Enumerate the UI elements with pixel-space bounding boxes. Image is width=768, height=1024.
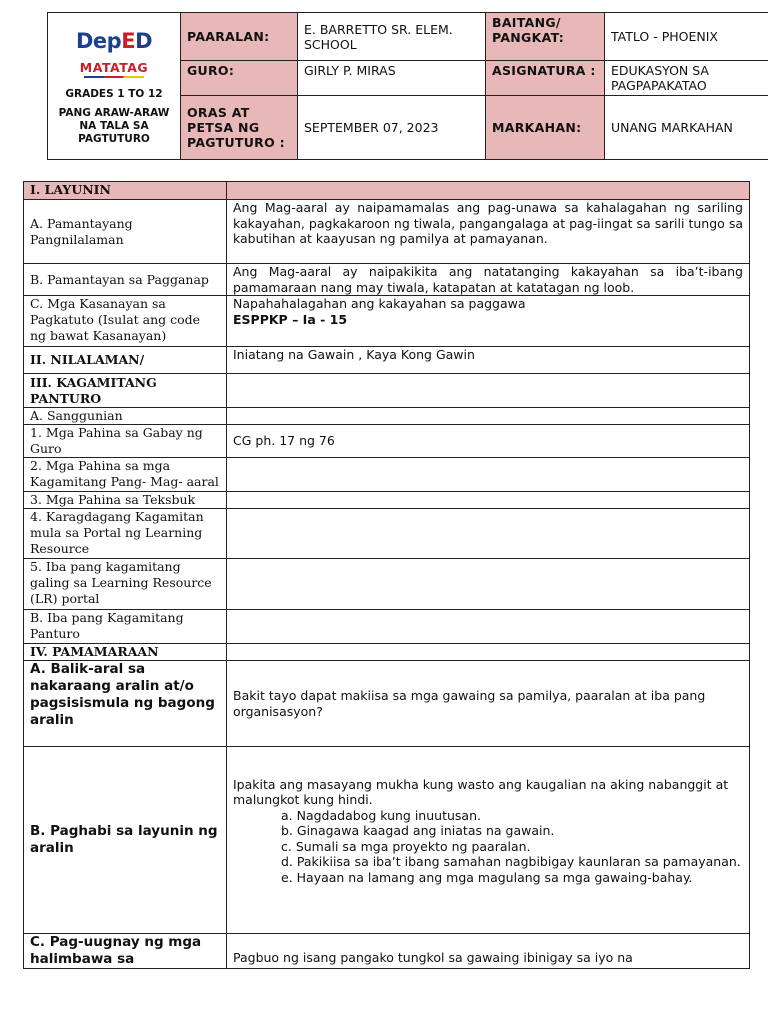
table-row — [24, 296, 750, 347]
lr-blank — [227, 559, 750, 610]
deped-logo — [50, 25, 178, 59]
baitang-value: TATLO - PHOENIX — [605, 13, 768, 61]
iba-label: B. Iba pang Kagamitang Panturo — [24, 610, 227, 644]
pamantayang-value: Ang Mag-aaral ay naipamamalas ang pag-unawa sa kahalagahan ng sariling kakayahan, pagkakaroon ng tiwala, pangangalaga at pag-iingat sa sarili tungo sa kabutihan at kaayusan ng pamilya at pamayanan. — [227, 200, 750, 264]
table-row — [24, 182, 750, 200]
paghabi-option-d: d. Pakikiisa sa iba’t ibang samahan nagbibigay kaunlaran sa pamayanan. — [281, 854, 741, 870]
matatag-tagline: MATATAG — [79, 60, 149, 75]
table-row — [24, 661, 750, 747]
table-row — [24, 509, 750, 559]
table-row — [24, 610, 750, 644]
grades-label: GRADES 1 TO 12 — [65, 88, 163, 100]
asignatura-value: EDUKASYON SA PAGPAPAKATAO — [605, 61, 768, 96]
portal-label: 4. Karagdagang Kagamitan mula sa Portal ng Learning Resource — [24, 509, 227, 559]
kasanayan-code: ESPPKP – Ia - 15 — [233, 311, 348, 327]
pamantayang-label: A. Pamantayang Pangnilalaman — [24, 200, 227, 264]
paghabi-option-e: e. Hayaan na lamang ang mga magulang sa mga gawaing-bahay. — [281, 869, 693, 885]
pagganap-label: B. Pamantayan sa Pagganap — [24, 264, 227, 296]
table-row — [24, 492, 750, 509]
table-row — [24, 425, 750, 458]
teksbuk-label: 3. Mga Pahina sa Teksbuk — [24, 492, 227, 509]
kagamitan-label: III. KAGAMITANG PANTURO — [24, 374, 227, 408]
guro-label: GURO: — [181, 61, 298, 96]
kasanayan-cell — [227, 296, 750, 347]
table-row — [24, 934, 750, 969]
table-row — [24, 408, 750, 425]
header-table — [47, 12, 768, 160]
table-row — [24, 458, 750, 492]
asignatura-label: ASIGNATURA : — [486, 61, 605, 96]
pag-uugnay-label: C. Pag-uugnay ng mga halimbawa sa — [24, 934, 227, 969]
table-row — [24, 347, 750, 374]
sanggunian-label: A. Sanggunian — [24, 408, 227, 425]
table-row — [24, 559, 750, 610]
kagamitang-blank — [227, 458, 750, 492]
sanggunian-blank — [227, 408, 750, 425]
gabay-value: CG ph. 17 ng 76 — [227, 425, 750, 458]
matatag-stripe — [84, 76, 144, 78]
paghabi-option-a: a. Nagdadabog kung inuutusan. — [281, 807, 481, 823]
oras-value: SEPTEMBER 07, 2023 — [298, 96, 486, 160]
logo-cell — [48, 13, 181, 160]
paaralan-value: E. BARRETTO SR. ELEM. SCHOOL — [298, 13, 486, 61]
gabay-label: 1. Mga Pahina sa Gabay ng Guro — [24, 425, 227, 458]
section-layunin-blank — [227, 182, 750, 200]
paghabi-option-c: c. Sumali sa mga proyekto ng paaralan. — [281, 838, 531, 854]
kagamitan-blank — [227, 374, 750, 408]
kasanayan-label: C. Mga Kasanayan sa Pagkatuto (Isulat ang code ng bawat Kasanayan) — [24, 296, 227, 347]
nilalaman-value: Iniatang na Gawain , Kaya Kong Gawin — [227, 347, 750, 374]
section-layunin: I. LAYUNIN — [24, 182, 227, 200]
paghabi-label: B. Paghabi sa layunin ng aralin — [24, 747, 227, 934]
table-row — [24, 747, 750, 934]
kasanayan-value: Napahahalagahan ang kakayahan sa paggawa — [233, 296, 526, 311]
markahan-label: MARKAHAN: — [486, 96, 605, 160]
oras-label: ORAS AT PETSA NG PAGTUTURO : — [181, 96, 298, 160]
pagganap-value: Ang Mag-aaral ay naipakikita ang natatanging kakayahan sa iba’t-ibang pamamaraan nang may tiwala, katapatan at katatagan ng loob. — [227, 264, 750, 296]
markahan-value: UNANG MARKAHAN — [605, 96, 768, 160]
form-title: PANG ARAW-ARAW NA TALA SA PAGTUTURO — [58, 106, 170, 145]
pamamaraan-label: IV. PAMAMARAAN — [24, 644, 227, 661]
table-row — [24, 200, 750, 264]
table-row — [24, 264, 750, 296]
paghabi-intro: Ipakita ang masayang mukha kung wasto ang kaugalian na aking nabanggit at malungkot kung hindi. — [233, 776, 729, 808]
paghabi-cell — [227, 747, 750, 934]
nilalaman-label: II. NILALAMAN/ — [24, 347, 227, 374]
iba-blank — [227, 610, 750, 644]
portal-blank — [227, 509, 750, 559]
table-row — [24, 374, 750, 408]
kagamitang-label: 2. Mga Pahina sa mga Kagamitang Pang- Mag- aaral — [24, 458, 227, 492]
pag-uugnay-value: Pagbuo ng isang pangako tungkol sa gawaing ibinigay sa iyo na — [227, 934, 750, 969]
baitang-label: BAITANG/ PANGKAT: — [486, 13, 605, 61]
table-row — [24, 644, 750, 661]
teksbuk-blank — [227, 492, 750, 509]
paaralan-label: PAARALAN: — [181, 13, 298, 61]
balik-value: Bakit tayo dapat makiisa sa mga gawaing sa pamilya, paaralan at iba pang organisasyon? — [227, 661, 750, 747]
pamamaraan-blank — [227, 644, 750, 661]
lesson-plan-table — [23, 181, 750, 969]
lr-label: 5. Iba pang kagamitang galing sa Learning Resource (LR) portal — [24, 559, 227, 610]
guro-value: GIRLY P. MIRAS — [298, 61, 486, 96]
balik-label: A. Balik-aral sa nakaraang aralin at/o pagsisismula ng bagong aralin — [24, 661, 227, 747]
paghabi-option-b: b. Ginagawa kaagad ang iniatas na gawain. — [281, 823, 555, 839]
deped-wordmark: DepED — [75, 29, 153, 54]
